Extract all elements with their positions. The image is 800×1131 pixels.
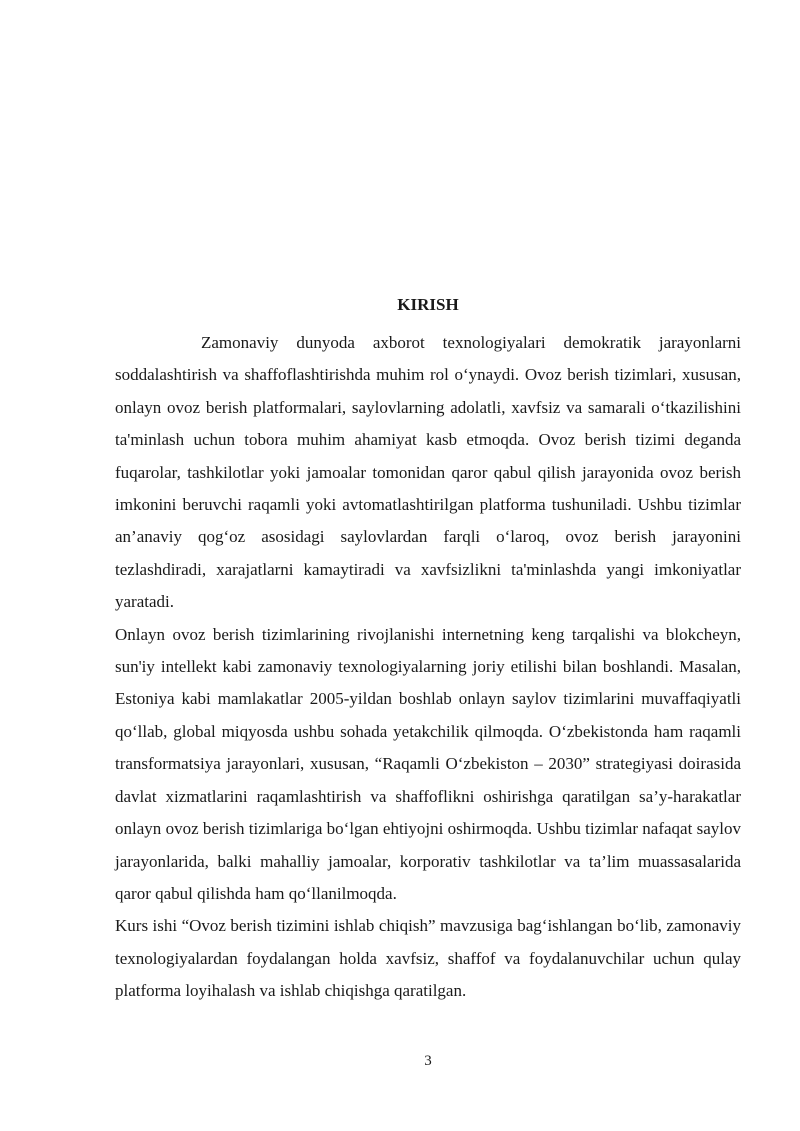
section-heading: KIRISH xyxy=(397,295,459,314)
paragraph-3: Kurs ishi “Ovoz berish tizimini ishlab chiqish” mavzusiga bag‘ishlangan bo‘lib, zamonaviy texnologiyalardan foydalangan holda xavfsiz, shaffof va foydalanuvchilar uchun qulay platforma loyihalash va ishlab chiqishga qaratilgan. xyxy=(115,916,741,1001)
paragraph-2: Onlayn ovoz berish tizimlarining rivojlanishi internetning keng tarqalishi va blokcheyn, sun'iy intellekt kabi zamonaviy texnologiyalarning joriy etilishi bilan boshlandi. Masalan, Estoniya kabi mamlakatlar 2005-yildan boshlab onlayn saylov tizimlarini muvaffaqiyatli qo‘llab, global miqyosda ushbu sohada yetakchilik qilmoqda. O‘zbekistonda ham raqamli transformatsiya jarayonlari, xususan, “Raqamli O‘zbekiston – 2030” strategiyasi doirasida davlat xizmatlarini raqamlashtirish va shaffoflikni oshirishga qaratilgan sa’y-harakatlar onlayn ovoz berish tizimlariga bo‘lgan ehtiyojni oshirmoqda. Ushbu tizimlar nafaqat saylov jarayonlarida, balki mahalliy jamoalar, korporativ tashkilotlar va ta’lim muassasalarida qaror qabul qilishda ham qo‘llanilmoqda. xyxy=(115,624,741,903)
page-number: 3 xyxy=(424,1053,432,1069)
body-text xyxy=(115,327,741,1008)
paragraph-1: Zamonaviy dunyoda axborot texnologiyalari demokratik jarayonlarni soddalashtirish va shaffoflashtirishda muhim rol o‘ynaydi. Ovoz berish tizimlari, xususan, onlayn ovoz berish platformalari, saylovlarning adolatli, xavfsiz va samarali o‘tkazilishini ta'minlash uchun tobora muhim ahamiyat kasb etmoqda. Ovoz berish tizimi deganda fuqarolar, tashkilotlar yoki jamoalar tomonidan qaror qabul qilish jarayonida ovoz berish imkonini beruvchi raqamli yoki avtomatlashtirilgan platforma tushuniladi. Ushbu tizimlar an’anaviy qog‘oz asosidagi saylovlardan farqli o‘laroq, ovoz berish jarayonini tezlashdiradi, xarajatlarni kamaytiradi va xavfsizlikni ta'minlashda yangi imkoniyatlar yaratadi. xyxy=(115,333,741,612)
